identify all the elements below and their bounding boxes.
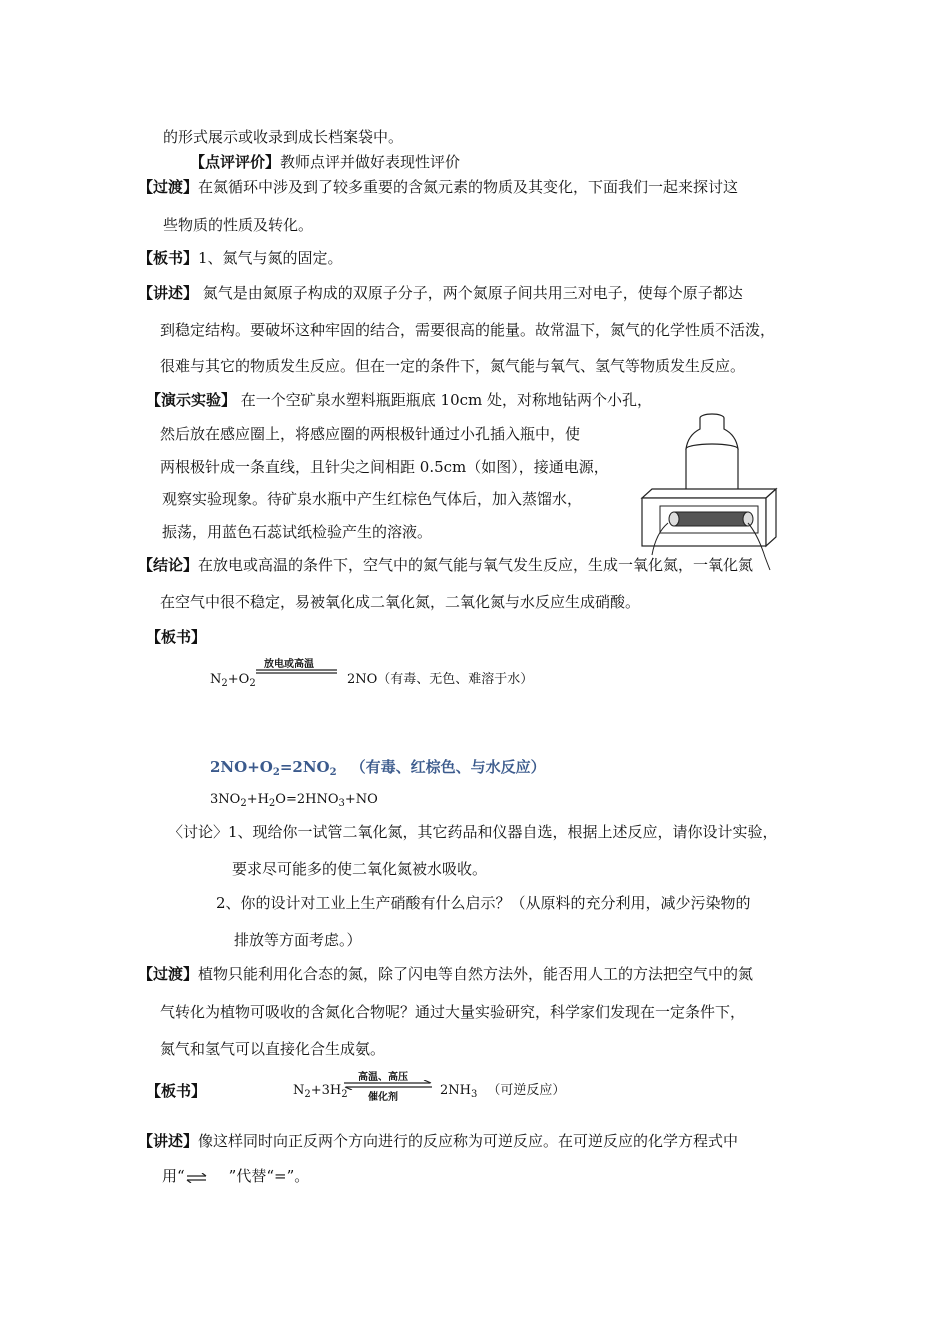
text-line: 观察实验现象。待矿泉水瓶中产生红棕色气体后，加入蒸馏水， bbox=[162, 490, 583, 508]
text-content: 植物只能利用化合态的氮，除了闪电等自然方法外，能否用人工的方法把空气中的氮 bbox=[198, 965, 754, 983]
text-line: 很难与其它的物质发生反应。但在一定的条件下，氮气能与氧气、氢气等物质发生反应。 bbox=[160, 357, 746, 375]
section-tag: 【讲述】 bbox=[138, 284, 199, 302]
text-line: 排放等方面考虑。） bbox=[234, 931, 362, 949]
text-line bbox=[146, 627, 206, 647]
text-line bbox=[138, 555, 753, 575]
text-line: 要求尽可能多的使二氧化氮被水吸收。 bbox=[232, 860, 488, 878]
text-line bbox=[146, 390, 652, 410]
text-content: 氮气是由氮原子构成的双原子分子，两个氮原子间共用三对电子，使每个原子都达 bbox=[198, 284, 743, 302]
text-line: 在空气中很不稳定，易被氧化成二氧化氮，二氧化氮与水反应生成硝酸。 bbox=[160, 593, 641, 611]
equation-products: $2NH_3$ （可逆反应） bbox=[440, 1083, 566, 1100]
section-tag: 【板书】 bbox=[138, 249, 199, 267]
reaction-condition-top: 高温、高压 bbox=[358, 1072, 408, 1083]
text-line bbox=[146, 1081, 206, 1101]
section-tag: 【板书】 bbox=[146, 628, 207, 646]
apparatus-figure bbox=[640, 405, 800, 580]
text-line bbox=[138, 177, 738, 197]
text-content: 像这样同时向正反两个方向进行的反应称为可逆反应。在可逆反应的化学方程式中 bbox=[198, 1132, 739, 1150]
reaction-condition-bottom: 催化剂 bbox=[368, 1092, 398, 1103]
equation-reactants: $N_2+3H_2$ bbox=[293, 1083, 348, 1100]
equation-no2-water: $3NO_2+H_2O=2HNO_3+NO$ bbox=[210, 792, 378, 809]
text-content: 在放电或高温的条件下，空气中的氮气能与氧气发生反应，生成一氧化氮，一氧化氮 bbox=[198, 556, 754, 574]
section-tag: 【过渡】 bbox=[138, 178, 199, 196]
text-line: 2、你的设计对工业上生产硝酸有什么启示？（从原料的充分利用，减少污染物的 bbox=[216, 894, 751, 912]
text-line: 的形式展示或收录到成长档案袋中。 bbox=[163, 128, 404, 146]
reversible-symbol-icon bbox=[186, 1173, 208, 1183]
equation-no-oxidation: $2NO+O_2=2NO_2$ （有毒、红棕色、与水反应） bbox=[210, 758, 546, 778]
section-tag: 【过渡】 bbox=[138, 965, 199, 983]
equation-products: 2NO（有毒、无色、难溶于水） bbox=[347, 672, 534, 687]
text-line bbox=[138, 248, 343, 268]
section-tag: 【演示实验】 bbox=[146, 391, 237, 409]
text-line: 振荡，用蓝色石蕊试纸检验产生的溶液。 bbox=[162, 523, 433, 541]
text-line: 些物质的性质及转化。 bbox=[163, 216, 314, 234]
reaction-condition: 放电或高温 bbox=[264, 659, 314, 670]
text-line: 两根极针成一条直线，且针尖之间相距 0.5cm（如图），接通电源， bbox=[160, 458, 609, 476]
text-line bbox=[138, 964, 753, 984]
text-line: 氮气和氢气可以直接化合生成氨。 bbox=[160, 1040, 386, 1058]
text-line: 到稳定结构。要破坏这种牢固的结合，需要很高的能量。故常温下，氮气的化学性质不活泼， bbox=[160, 321, 776, 339]
text-line: 〈讨论〉1、现给你一试管二氧化氮，其它药品和仪器自选，根据上述反应，请你设计实验， bbox=[168, 823, 778, 841]
text-content: 在氮循环中涉及到了较多重要的含氮元素的物质及其变化，下面我们一起来探讨这 bbox=[198, 178, 739, 196]
text-line bbox=[190, 152, 460, 172]
section-tag: 【讲述】 bbox=[138, 1132, 199, 1150]
text-line: 用“ ”代替“=”。 bbox=[162, 1167, 310, 1185]
text-content: 教师点评并做好表现性评价 bbox=[280, 153, 461, 171]
section-tag: 【结论】 bbox=[138, 556, 199, 574]
text-line: 气转化为植物可吸收的含氮化合物呢？通过大量实验研究，科学家们发现在一定条件下， bbox=[160, 1003, 746, 1021]
text-line: 然后放在感应圈上，将感应圈的两根极针通过小孔插入瓶中，使 bbox=[160, 425, 581, 443]
text-line bbox=[138, 1131, 738, 1151]
section-tag: 【板书】 bbox=[146, 1082, 207, 1100]
equation-reactants: $N_2+O_2$ bbox=[210, 672, 256, 689]
text-content: 1、氮气与氮的固定。 bbox=[198, 249, 343, 267]
reaction-arrow bbox=[255, 668, 339, 676]
section-tag: 【点评评价】 bbox=[190, 153, 281, 171]
text-line bbox=[138, 283, 743, 303]
text-content: 在一个空矿泉水塑料瓶距瓶底 10cm 处，对称地钻两个小孔， bbox=[236, 391, 653, 409]
